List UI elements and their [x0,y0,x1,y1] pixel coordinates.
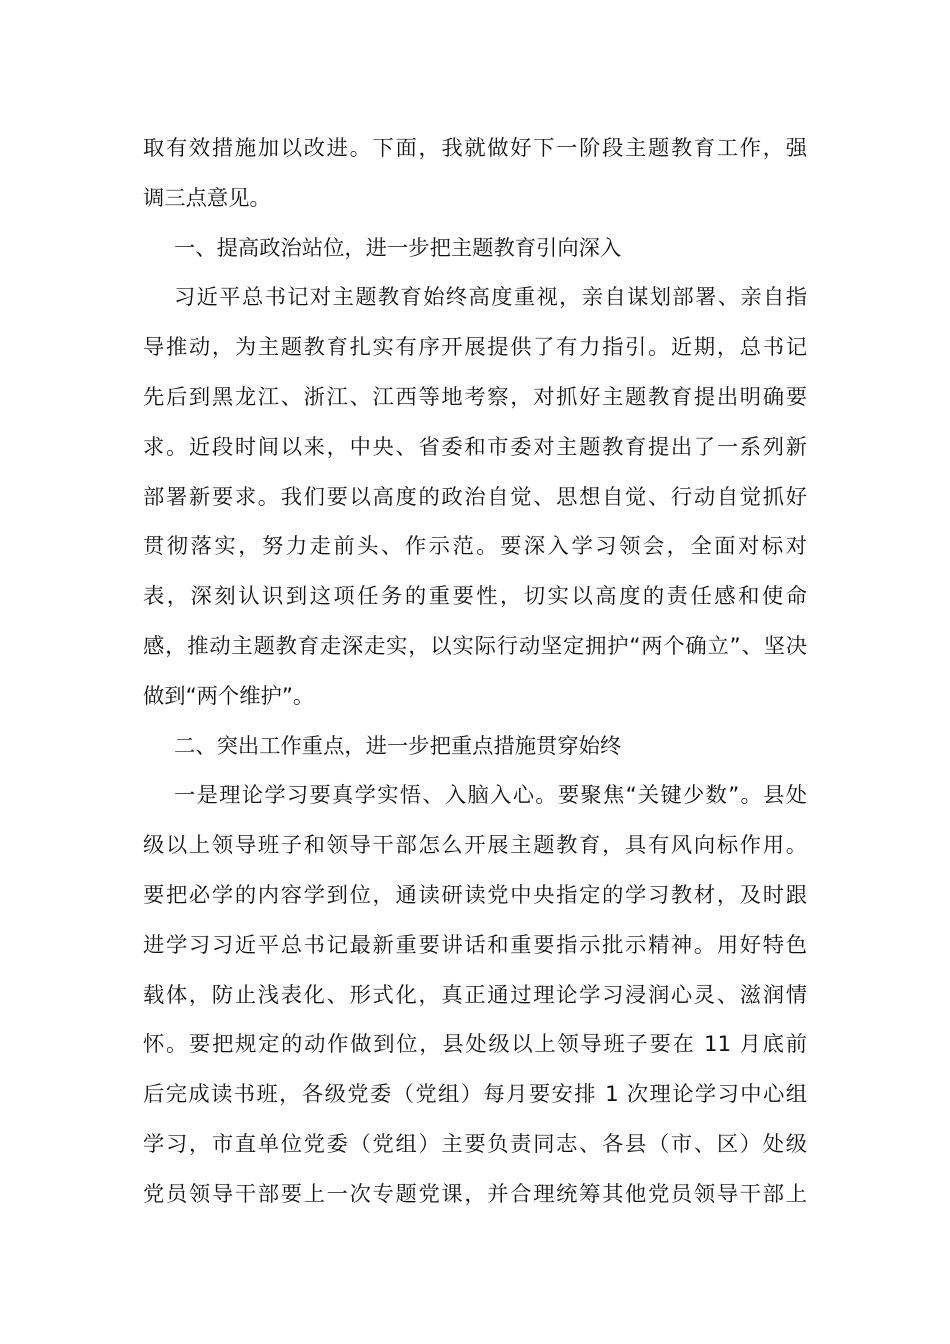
text-line: 求。近段时间以来，中央、省委和市委对主题教育提出了一系列新 [143,434,807,460]
text-line: 习近平总书记对主题教育始终高度重视，亲自谋划部署、亲自指 [174,285,807,311]
text-line: 一是理论学习要真学实悟、入脑入心。要聚焦“关键少数”。县处 [174,783,807,809]
text-line: 做到“两个维护”。 [143,683,315,709]
text-line: 学习，市直单位党委（党组）主要负责同志、各县（市、区）处级 [143,1131,807,1157]
text-line: 部署新要求。我们要以高度的政治自觉、思想自觉、行动自觉抓好 [143,484,807,510]
text-line: 党员领导干部要上一次专题党课，并合理统筹其他党员领导干部上 [143,1181,807,1207]
text-line: 一、提高政治站位，进一步把主题教育引向深入 [174,235,622,261]
text-line: 后完成读书班，各级党委（党组）每月要安排 1 次理论学习中心组 [143,1082,807,1108]
text-line: 取有效措施加以改进。下面，我就做好下一阶段主题教育工作，强 [143,136,807,161]
text-line: 感，推动主题教育走深走实，以实际行动坚定拥护“两个确立”、坚决 [143,633,807,659]
text-line: 要把必学的内容学到位，通读研读党中央指定的学习教材，及时跟 [143,882,807,908]
text-line: 调三点意见。 [143,185,271,211]
text-line: 二、突出工作重点，进一步把重点措施贯穿始终 [174,733,622,759]
document-body [143,124,807,1220]
text-line: 先后到黑龙江、浙江、江西等地考察，对抓好主题教育提出明确要 [143,384,807,410]
text-line: 进学习习近平总书记最新重要讲话和重要指示批示精神。用好特色 [143,932,807,958]
text-line: 贯彻落实，努力走前头、作示范。要深入学习领会，全面对标对 [143,534,807,560]
text-line: 导推动，为主题教育扎实有序开展提供了有力指引。近期，总书记 [143,335,807,361]
text-line: 表，深刻认识到这项任务的重要性，切实以高度的责任感和使命 [143,584,807,610]
text-line: 级以上领导班子和领导干部怎么开展主题教育，具有风向标作用。 [143,833,807,859]
text-line: 载体，防止浅表化、形式化，真正通过理论学习浸润心灵、滋润情 [143,982,807,1008]
text-line: 怀。要把规定的动作做到位，县处级以上领导班子要在 11 月底前 [143,1032,807,1058]
